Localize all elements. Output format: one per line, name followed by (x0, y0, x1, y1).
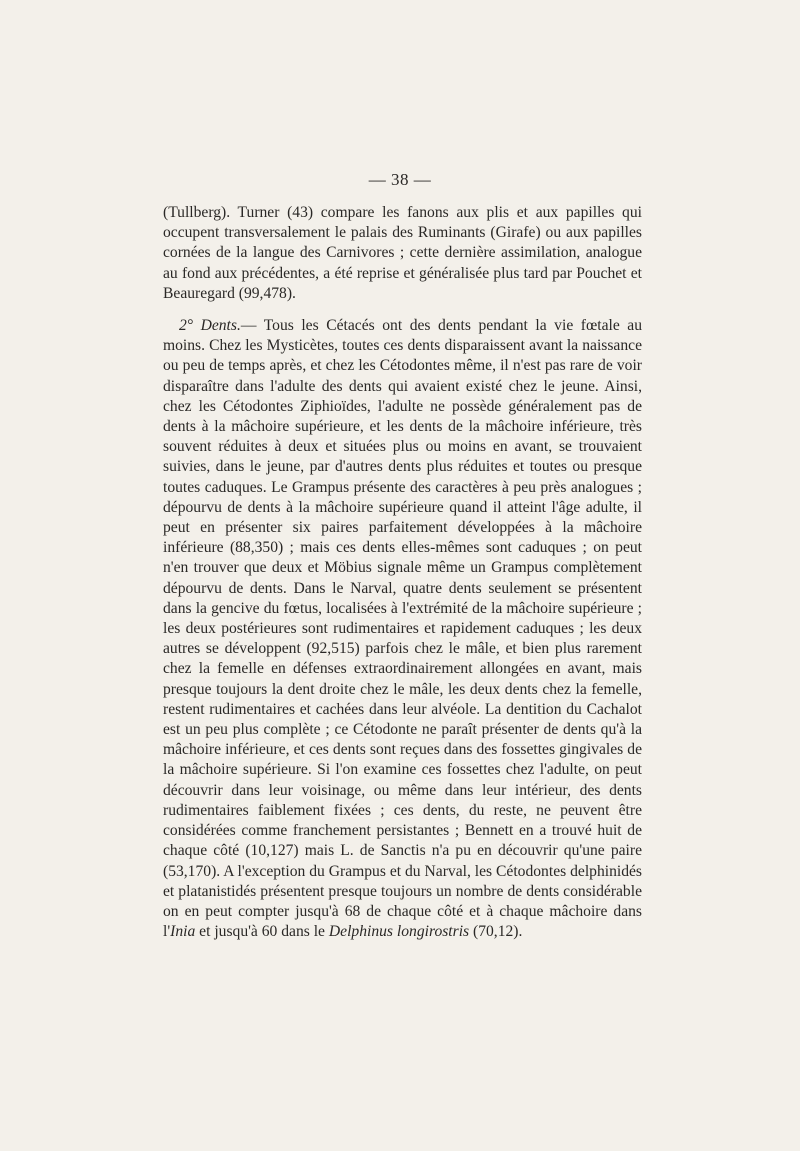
paragraph-2-text-3: (70,12). (469, 923, 523, 941)
paragraph-2 (163, 316, 642, 942)
taxon-inia: Inia (170, 923, 196, 941)
page-number: — 38 — (368, 170, 432, 189)
taxon-delphinus-longirostris: Delphinus longirostris (328, 923, 470, 941)
paragraph-1: (Tullberg). Turner (43) compare les fanons aux plis et aux papilles qui occupent transversalement le palais des Ruminants (Girafe) ou aux papilles cornées de la langue des Carnivores ; cette dernière assimilation, analogue au fond aux précédentes, a été reprise et généralisée plus tard par Pouchet et Beauregard (99,478). (163, 204, 642, 302)
paragraph-2-text-1: — Tous les Cétacés ont des dents pendant la vie fœtale au moins. Chez les Mysticètes, toutes ces dents disparaissent avant la naissance ou peu de temps après, et chez les Cétodontes même, il n'est pas rare de voir disparaître dans l'adulte des dents qui avaient existé chez le jeune. Ainsi, chez les Cétodontes Ziphioïdes, l'adulte ne possède généralement pas de dents à la mâchoire supérieure, et les dents de la mâchoire inférieure, très souvent réduites à deux et situées plus ou moins en avant, se trouvaient suivies, dans le jeune, par d'autres dents plus réduites et toutes ou presque toutes caduques. Le Grampus présente des caractères à peu près analogues ; dépourvu de dents à la mâchoire supérieure quand il atteint l'âge adulte, il peut en présenter six paires parfaitement développées à la mâchoire inférieure (88,350) ; mais ces dents elles-mêmes sont caduques ; on peut n'en trouver que deux et Möbius signale même un Grampus complètement dépourvu de dents. Dans le Narval, quatre dents seulement se présentent dans la gencive du fœtus, localisées à l'extrémité de la mâchoire supérieure ; les deux postérieures sont rudimentaires et rapidement caduques ; les deux autres se développent (92,515) parfois chez le mâle, et bien plus rarement chez la femelle en défenses extraordinairement allongées en avant, mais presque toujours la dent droite chez le mâle, les deux dents chez la femelle, restent rudimentaires et cachées dans leur alvéole. La dentition du Cachalot est un peu plus complète ; ce Cétodonte ne paraît présenter de dents qu'à la mâchoire inférieure, et ces dents sont reçues dans des fossettes gingivales de la mâchoire supérieure. Si l'on examine ces fossettes chez l'adulte, on peut découvrir dans leur voisinage, ou même dans leur intérieur, des dents rudimentaires faiblement fixées ; ces dents, du reste, ne peuvent être considérées comme franchement persistantes ; Bennett en a trouvé huit de chaque côté (10,127) mais L. de Sanctis n'a pu en découvrir qu'une paire (53,170). A l'exception du Grampus et du Narval, les Cétodontes delphinidés et platanistidés présentent presque toujours un nombre de dents considérable on en peut compter jusqu'à 68 de chaque côté et à chaque mâchoire dans l' (163, 317, 642, 941)
section-heading-dents: 2° Dents. (179, 317, 241, 335)
paragraph-2-text-2: et jusqu'à 60 dans le (195, 923, 329, 941)
body-text (163, 203, 642, 942)
